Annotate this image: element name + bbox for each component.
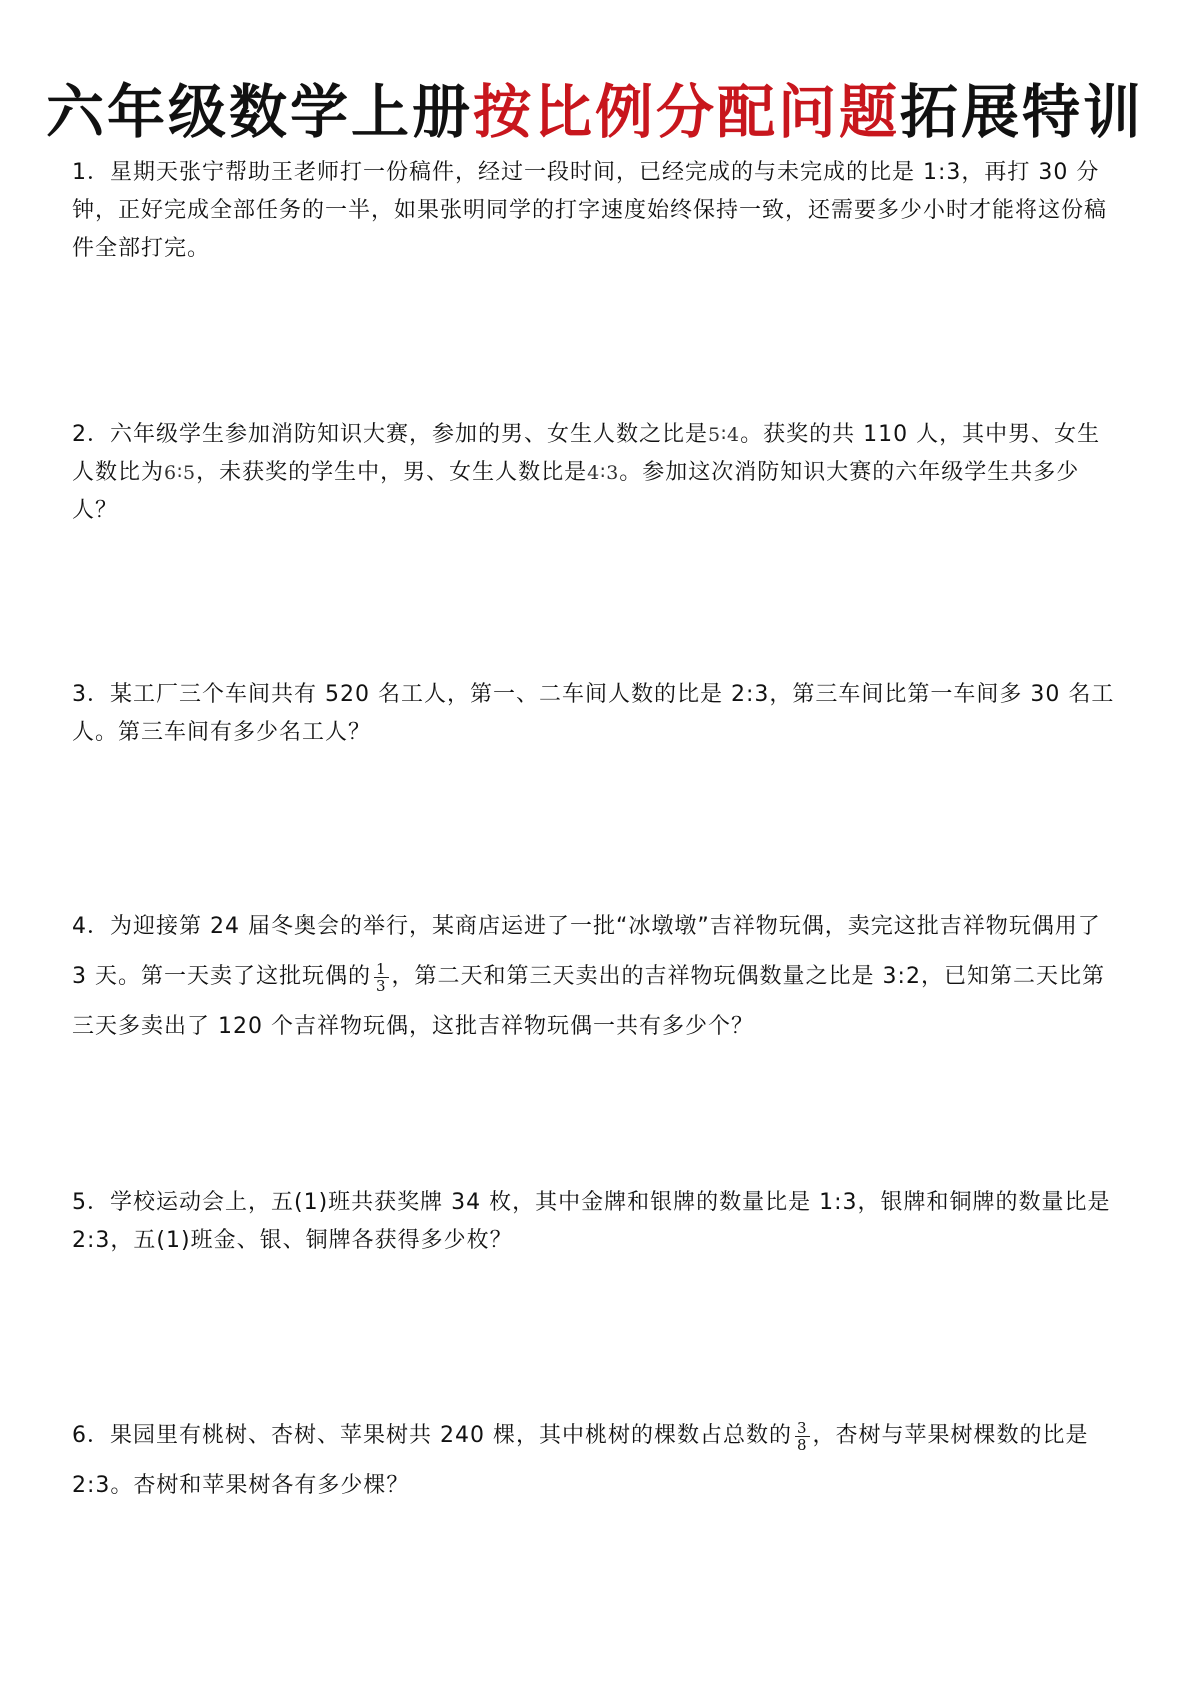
- fraction-denominator: 3: [376, 976, 387, 995]
- question-2-text: [72, 416, 1122, 530]
- question-2-part-c: ，未获奖的学生中，男、女生人数比是: [196, 460, 588, 485]
- question-2: [72, 416, 1122, 530]
- title-part-2-highlight: 按比例分配问题: [472, 78, 900, 146]
- title-part-1: 六年级数学上册: [45, 78, 473, 146]
- question-2-part-d: 。参加这次消防知识大赛的六年级学生共多少人？: [72, 460, 1080, 523]
- page-title: [0, 72, 1190, 152]
- question-6-text: [72, 1411, 1122, 1511]
- question-6: [72, 1411, 1122, 1511]
- question-6-part-a: 6．果园里有桃树、杏树、苹果树共 240 棵，其中桃树的棵数占总数的: [72, 1423, 792, 1448]
- question-6-part-b: ，杏树与苹果树棵数的比是 2:3。杏树和苹果树各有多少棵？: [72, 1423, 1089, 1498]
- ratio-5-4: 5∶4: [708, 424, 741, 446]
- question-3-text: 3．某工厂三个车间共有 520 名工人，第一、二车间人数的比是 2:3，第三车间比第一车间多 30 名工人。第三车间有多少名工人？: [72, 682, 1115, 745]
- question-4: [72, 902, 1122, 1052]
- fraction-numerator: 1: [376, 959, 387, 978]
- fraction-three-eighths: [795, 1420, 810, 1453]
- question-5: [72, 1184, 1122, 1260]
- question-5-text: 5．学校运动会上，五(1)班共获奖牌 34 枚，其中金牌和银牌的数量比是 1:3，银牌和铜牌的数量比是 2:3，五(1)班金、银、铜牌各获得多少枚？: [72, 1190, 1111, 1253]
- question-4-part-a: 4．为迎接第 24 届冬奥会的举行，某商店运进了一批“冰墩墩”吉祥物玩偶，卖完这批吉祥物玩偶用了 3 天。第一天卖了这批玩偶的: [72, 914, 1101, 989]
- ratio-4-3: 4∶3: [587, 462, 620, 484]
- fraction-denominator: 8: [796, 1435, 808, 1454]
- ratio-6-5: 6∶5: [164, 462, 197, 484]
- question-4-text: [72, 902, 1122, 1052]
- question-1: [72, 154, 1122, 268]
- fraction-one-third: [374, 961, 389, 994]
- title-part-3: 拓展特训: [900, 78, 1145, 146]
- question-2-part-a: 2．六年级学生参加消防知识大赛，参加的男、女生人数之比是: [72, 422, 708, 447]
- question-1-text: 1．星期天张宁帮助王老师打一份稿件，经过一段时间，已经完成的与未完成的比是 1:3，再打 30 分钟，正好完成全部任务的一半，如果张明同学的打字速度始终保持一致，还需要多少小时才能将这份稿件全部打完。: [72, 160, 1108, 261]
- question-2-part-b: 。获奖的共 110 人，其中男、女生人数比为: [72, 422, 1101, 485]
- question-4-part-b: ，第二天和第三天卖出的吉祥物玩偶数量之比是 3:2，已知第二天比第三天多卖出了 120 个吉祥物玩偶，这批吉祥物玩偶一共有多少个？: [72, 964, 1105, 1039]
- question-3: [72, 676, 1122, 752]
- fraction-numerator: 3: [796, 1418, 808, 1437]
